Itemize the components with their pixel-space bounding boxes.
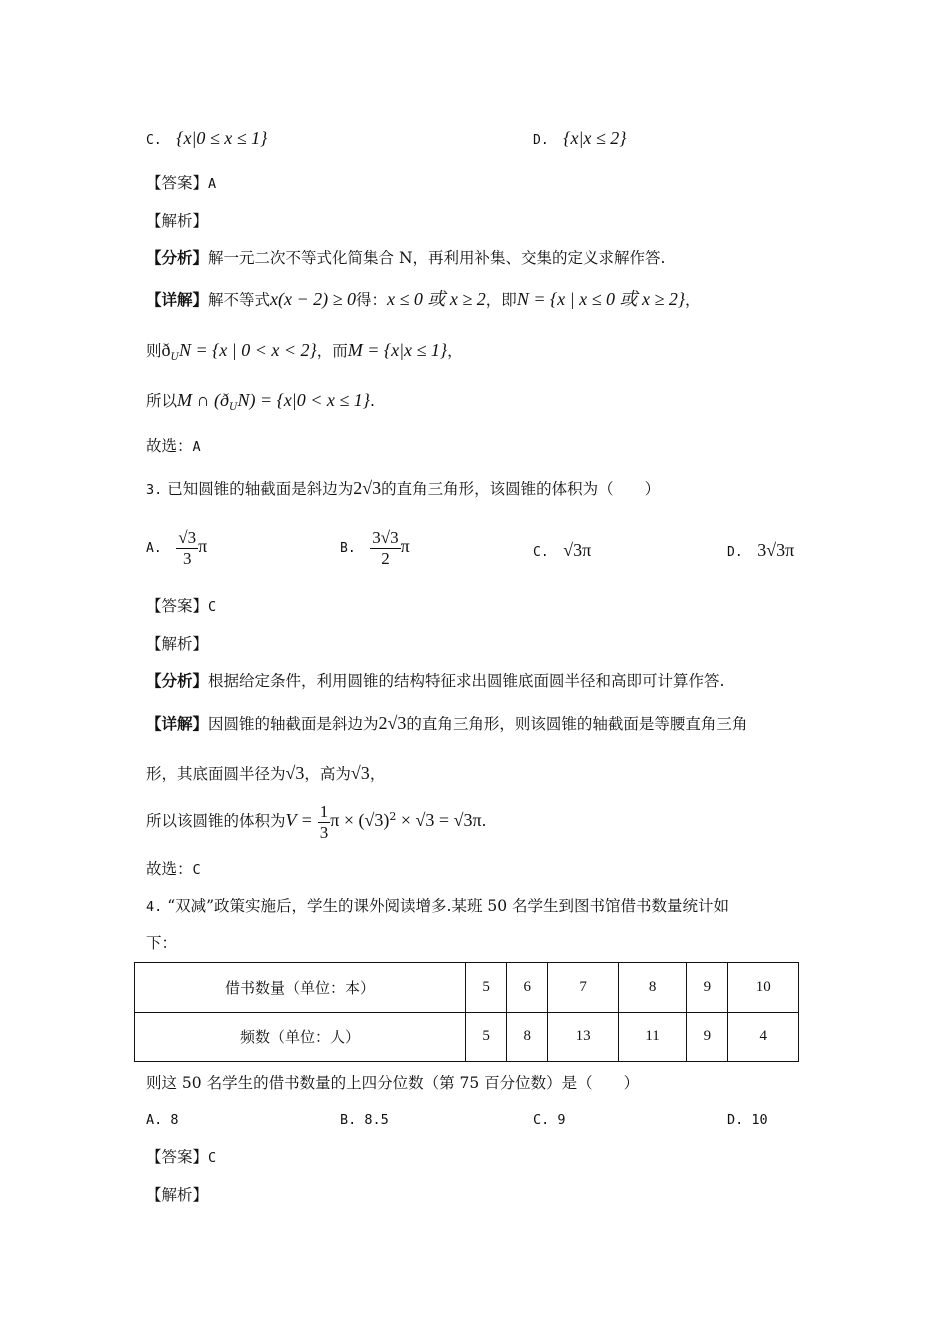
q3-option-d-value: 3√3π (757, 540, 795, 560)
q3-option-a-frac (176, 528, 198, 568)
q4-stem-line1 (146, 897, 729, 916)
table-cell: 8 (618, 963, 686, 1013)
q4-option-a: A. 8 (146, 1112, 179, 1128)
q3-option-a-label: A. (146, 541, 162, 557)
q4-option-d: D. 10 (727, 1112, 768, 1128)
frac-denominator: 3 (319, 822, 329, 842)
q2-answer (146, 174, 216, 193)
q3-answer (146, 597, 216, 616)
table-row (135, 1012, 799, 1062)
q3-answer-tag: 【答案】 (146, 597, 209, 615)
q2-option-d (533, 128, 626, 149)
q3-stem-text: 已知圆锥的轴截面是斜边为 (167, 480, 354, 498)
q3-detail-text: 形，其底面圆半径为 (146, 765, 286, 783)
q3-option-a (146, 528, 207, 568)
q2-analysis-tag: 【分析】 (146, 248, 209, 267)
q2-detail-text: 则 (146, 342, 162, 360)
table-cell: 13 (548, 1012, 619, 1062)
q3-option-b-label: B. (340, 541, 356, 557)
q3-detail-text: . (481, 812, 487, 831)
q2-intersection-expr: M ∩ (ð (177, 390, 230, 410)
q2-inequality: x(x − 2) ≥ 0 (270, 289, 357, 309)
q2-option-c-label: C. (146, 133, 162, 148)
frac-numerator: 1 (319, 802, 329, 821)
table-cell: 9 (687, 1012, 728, 1062)
q2-detail-tag: 【详解】 (146, 290, 209, 309)
q2-complement-set: N = {x | 0 < x < 2} (178, 340, 317, 360)
q2-conclusion (146, 437, 201, 456)
frac-numerator: 3√3 (372, 528, 399, 547)
q3-option-d (727, 540, 794, 561)
q3-explain-tag: 【解析】 (146, 635, 209, 653)
q2-answer-value: A (208, 176, 217, 192)
table-cell: 7 (548, 963, 619, 1013)
complement-subscript: U (170, 352, 179, 364)
q2-detail-text: ， (447, 342, 463, 360)
q3-detail-line2 (146, 763, 385, 785)
q3-height: √3 (350, 763, 370, 783)
q2-detail-text: 得： (356, 291, 388, 309)
q2-analysis-text: 解一元二次不等式化简集合 N，再利用补集、交集的定义求解作答. (208, 249, 666, 267)
q2-detail-text: ， (685, 291, 701, 309)
q3-detail-tag: 【详解】 (146, 714, 209, 733)
q2-detail-line2 (146, 340, 463, 364)
frac-denominator: 2 (381, 548, 390, 568)
q3-analysis-tag: 【分析】 (146, 671, 209, 690)
table-cell: 5 (466, 963, 507, 1013)
q2-answer-tag: 【答案】 (146, 174, 209, 192)
table-cell: 5 (466, 1012, 507, 1062)
table-cell: 10 (728, 963, 799, 1013)
q2-conclusion-value: A (192, 439, 201, 455)
q4-number: 4. (146, 899, 163, 915)
q2-analysis (146, 249, 665, 268)
q2-solution: x ≤ 0 或 x ≥ 2 (387, 289, 486, 309)
q3-volume-result: × √3 = √3π (396, 810, 482, 831)
q3-analysis (146, 672, 724, 691)
q3-stem (146, 478, 660, 500)
q4-question: 则这 50 名学生的借书数量的上四分位数（第 75 百分位数）是（ ） (146, 1074, 640, 1092)
q4-answer-value: C (208, 1150, 217, 1166)
q2-detail-text: . (369, 392, 375, 410)
q2-detail-line1 (146, 289, 701, 311)
borrow-table (134, 962, 799, 1062)
q3-answer-value: C (208, 599, 217, 615)
q3-number: 3. (146, 482, 163, 498)
q4-explain-tag: 【解析】 (146, 1186, 209, 1204)
q3-hypotenuse: 2√3 (353, 478, 382, 498)
q3-option-b (340, 528, 410, 568)
q4-answer (146, 1148, 216, 1167)
q2-detail-text: ，而 (316, 342, 348, 360)
q3-stem-text: 的直角三角形，该圆锥的体积为（ ） (381, 480, 661, 498)
frac-denominator: 3 (182, 548, 192, 568)
frac-numerator: √3 (178, 528, 197, 547)
table-row-header: 借书数量（单位：本） (135, 963, 466, 1013)
q2-detail-text: 解不等式 (208, 291, 271, 309)
q3-volume-frac (318, 802, 331, 842)
q3-option-c-label: C. (533, 545, 549, 560)
q3-detail-text: 的直角三角形，则该圆锥的轴截面是等腰直角三角 (406, 715, 748, 733)
table-row (135, 963, 799, 1013)
q2-set-m: M = {x|x ≤ 1} (347, 340, 448, 360)
q2-explain-tag: 【解析】 (146, 212, 209, 230)
q2-detail-text: ，即 (485, 291, 517, 309)
q2-option-d-label: D. (533, 133, 549, 148)
q3-detail-text: 因圆锥的轴截面是斜边为 (208, 715, 379, 733)
q2-detail-line3 (146, 390, 375, 414)
q2-intersection-result: N) = {x|0 < x ≤ 1} (237, 390, 370, 410)
q3-hypotenuse: 2√3 (378, 713, 407, 733)
q3-volume-var: V = (285, 810, 313, 831)
q3-detail-text: 所以该圆锥的体积为 (146, 812, 286, 831)
q3-analysis-text: 根据给定条件，利用圆锥的结构特征求出圆锥底面圆半径和高即可计算作答. (208, 672, 725, 690)
q2-option-c-value: {x|0 ≤ x ≤ 1} (176, 128, 268, 148)
q4-stem-text: “双减”政策实施后，学生的课外阅读增多.某班 50 名学生到图书馆借书数量统计如 (167, 897, 730, 915)
pi-symbol: π (400, 536, 410, 557)
q3-exponent: 2 (389, 809, 397, 823)
pi-symbol: π (198, 536, 208, 557)
q3-volume-expr: π × (√3) (330, 810, 390, 831)
q3-option-c (533, 540, 591, 561)
table-cell: 11 (618, 1012, 686, 1062)
q2-option-d-value: {x|x ≤ 2} (563, 128, 627, 148)
q4-option-b: B. 8.5 (340, 1112, 389, 1128)
complement-subscript: U (229, 402, 238, 414)
q3-option-b-frac (370, 528, 400, 568)
q3-conclusion (146, 860, 201, 879)
table-row-header: 频数（单位：人） (135, 1012, 466, 1062)
q3-radius: √3 (285, 763, 305, 783)
q4-answer-tag: 【答案】 (146, 1148, 209, 1166)
table-cell: 4 (728, 1012, 799, 1062)
q4-option-c: C. 9 (533, 1112, 566, 1128)
q2-option-c (146, 128, 267, 149)
table-cell: 6 (507, 963, 548, 1013)
table-cell: 9 (687, 963, 728, 1013)
table-cell: 8 (507, 1012, 548, 1062)
q2-detail-text: 所以 (146, 392, 178, 410)
q3-conclusion-label: 故选： (146, 860, 193, 878)
q3-conclusion-value: C (192, 862, 201, 878)
q3-detail-line3 (146, 802, 486, 842)
q3-detail-text: ，高为 (304, 765, 351, 783)
q4-stem-line2: 下： (146, 934, 178, 952)
q3-detail-line1 (146, 713, 747, 735)
q2-set-n: N = {x | x ≤ 0 或 x ≥ 2} (516, 289, 686, 309)
q3-detail-text: ， (369, 765, 386, 783)
q3-option-c-value: √3π (563, 540, 592, 560)
q3-option-d-label: D. (727, 545, 743, 560)
q2-conclusion-label: 故选： (146, 437, 193, 455)
complement-symbol: ð (161, 340, 171, 360)
